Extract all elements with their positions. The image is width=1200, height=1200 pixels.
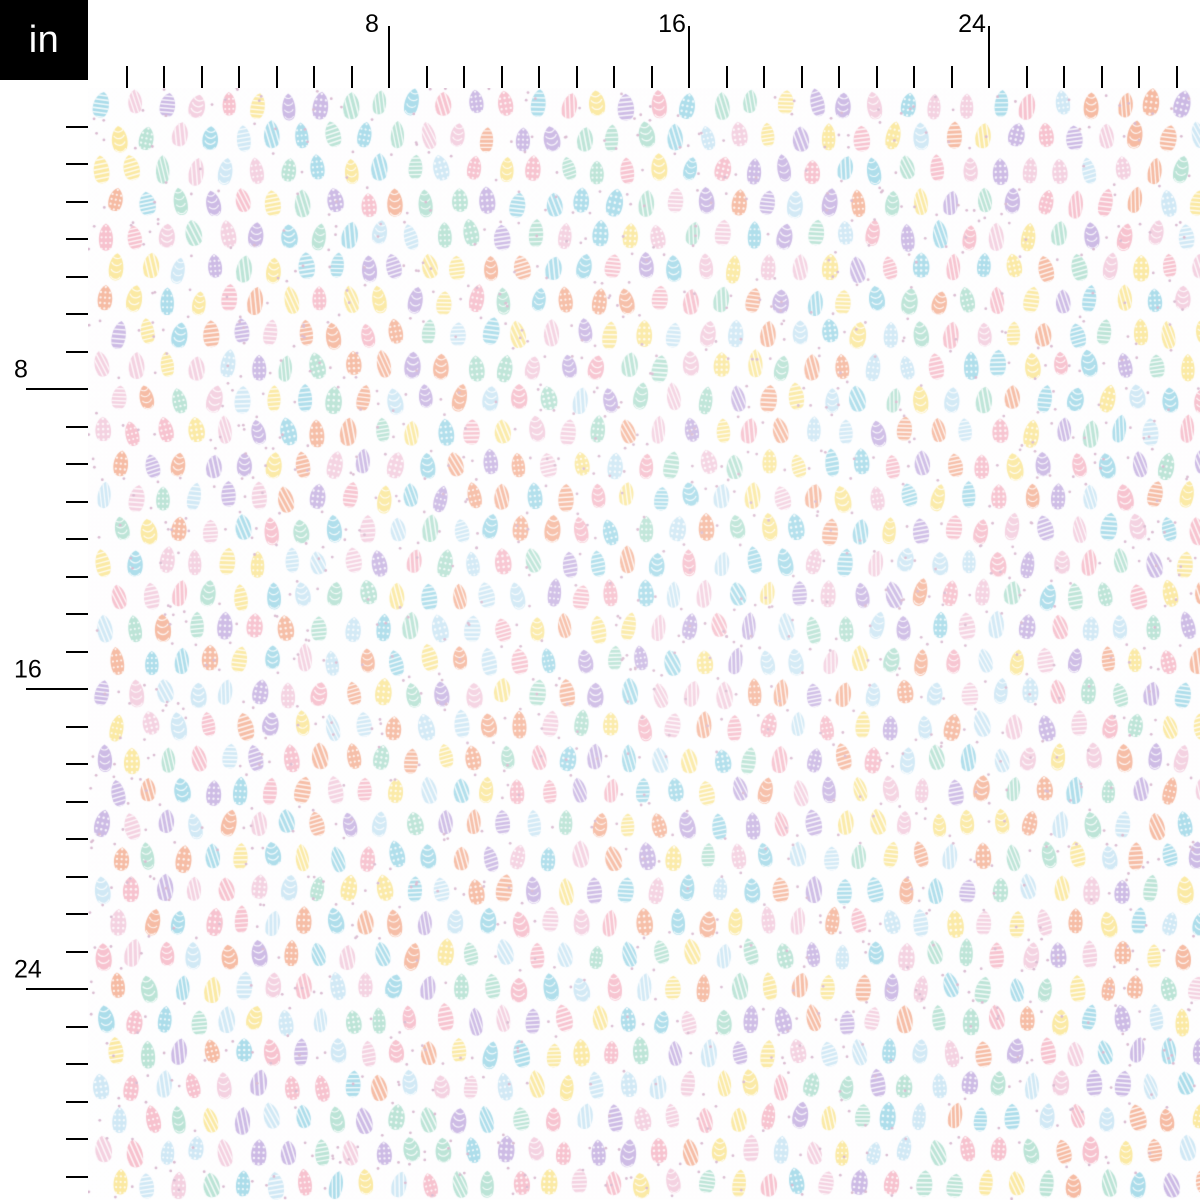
ruler-tick-minor bbox=[66, 238, 88, 240]
ruler-tick-minor bbox=[651, 66, 653, 88]
ruler-tick-major bbox=[26, 988, 88, 990]
ruler-tick-minor bbox=[1101, 66, 1103, 88]
ruler-tick-minor bbox=[951, 66, 953, 88]
ruler-tick-major bbox=[688, 26, 690, 88]
ruler-tick-minor bbox=[66, 201, 88, 203]
ruler-tick-minor bbox=[66, 1063, 88, 1065]
ruler-tick-minor bbox=[313, 66, 315, 88]
ruler-tick-minor bbox=[66, 576, 88, 578]
ruler-tick-minor bbox=[838, 66, 840, 88]
ruler-tick-major bbox=[388, 26, 390, 88]
ruler-tick-minor bbox=[913, 66, 915, 88]
ruler-tick-minor bbox=[238, 66, 240, 88]
ruler-tick-minor bbox=[66, 726, 88, 728]
ruler-tick-minor bbox=[66, 1026, 88, 1028]
ruler-tick-minor bbox=[576, 66, 578, 88]
fabric-pattern-canvas bbox=[88, 88, 1200, 1200]
ruler-tick-minor bbox=[66, 1101, 88, 1103]
ruler-tick-minor bbox=[66, 538, 88, 540]
ruler-tick-minor bbox=[613, 66, 615, 88]
ruler-tick-minor bbox=[66, 801, 88, 803]
ruler-tick-minor bbox=[66, 876, 88, 878]
ruler-tick-minor bbox=[538, 66, 540, 88]
ruler-tick-minor bbox=[276, 66, 278, 88]
ruler-left bbox=[0, 0, 88, 1200]
ruler-tick-minor bbox=[66, 126, 88, 128]
ruler-tick-major bbox=[26, 388, 88, 390]
ruler-tick-minor bbox=[66, 651, 88, 653]
ruler-tick-minor bbox=[801, 66, 803, 88]
ruler-tick-minor bbox=[66, 426, 88, 428]
ruler-tick-minor bbox=[763, 66, 765, 88]
ruler-label-left: 8 bbox=[14, 355, 28, 384]
ruler-tick-minor bbox=[726, 66, 728, 88]
ruler-tick-minor bbox=[126, 66, 128, 88]
fabric-swatch bbox=[88, 88, 1200, 1200]
ruler-tick-minor bbox=[1063, 66, 1065, 88]
ruler-tick-minor bbox=[1176, 66, 1178, 88]
ruler-label-top: 16 bbox=[658, 10, 686, 38]
ruler-tick-minor bbox=[351, 66, 353, 88]
ruler-tick-major bbox=[26, 688, 88, 690]
ruler-tick-minor bbox=[66, 1176, 88, 1178]
ruler-tick-minor bbox=[163, 66, 165, 88]
ruler-tick-minor bbox=[66, 1138, 88, 1140]
ruler-tick-major bbox=[988, 26, 990, 88]
ruler-tick-minor bbox=[66, 763, 88, 765]
ruler-tick-minor bbox=[66, 351, 88, 353]
ruler-tick-minor bbox=[201, 66, 203, 88]
ruler-tick-minor bbox=[876, 66, 878, 88]
ruler-tick-minor bbox=[66, 838, 88, 840]
ruler-tick-minor bbox=[66, 501, 88, 503]
ruler-tick-minor bbox=[426, 66, 428, 88]
ruler-tick-minor bbox=[66, 276, 88, 278]
ruler-label-left: 24 bbox=[14, 955, 42, 984]
ruler-tick-minor bbox=[66, 951, 88, 953]
ruler-tick-minor bbox=[66, 613, 88, 615]
ruler-tick-minor bbox=[66, 913, 88, 915]
ruler-tick-minor bbox=[66, 313, 88, 315]
ruler-tick-minor bbox=[66, 463, 88, 465]
ruler-label-top: 24 bbox=[958, 10, 986, 38]
ruler-label-left: 16 bbox=[14, 655, 42, 684]
ruler-tick-minor bbox=[1026, 66, 1028, 88]
unit-badge: in bbox=[0, 0, 88, 80]
ruler-top bbox=[0, 0, 1200, 88]
ruler-tick-minor bbox=[501, 66, 503, 88]
ruler-tick-minor bbox=[463, 66, 465, 88]
ruler-tick-minor bbox=[66, 163, 88, 165]
ruler-label-top: 8 bbox=[365, 10, 379, 38]
ruler-tick-minor bbox=[1138, 66, 1140, 88]
